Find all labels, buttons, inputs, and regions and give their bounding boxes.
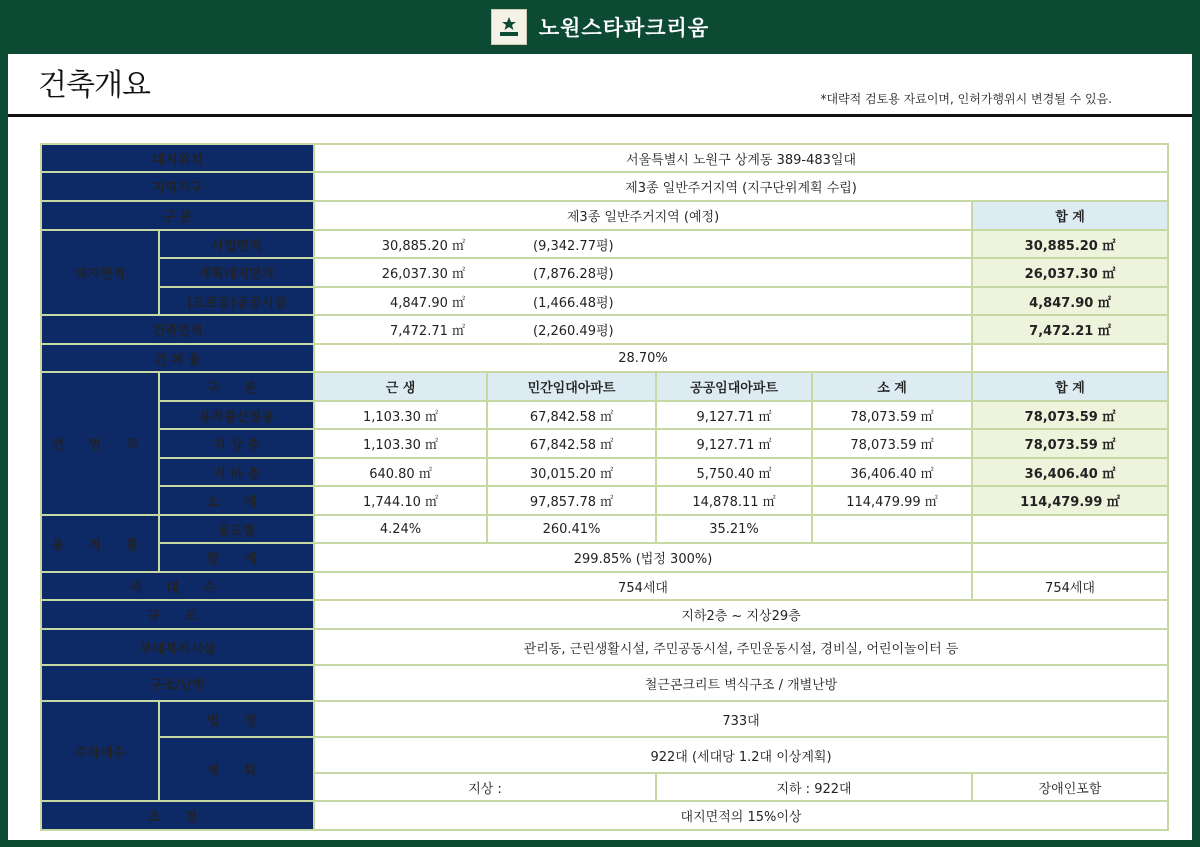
cell-value: 서울특별시 노원구 상계동 389-483일대	[314, 144, 1168, 172]
total-header: 합 계	[972, 201, 1168, 230]
total-cell: 754세대	[972, 572, 1168, 600]
table-row	[41, 287, 1168, 315]
cell-value: 114,479.99 ㎡	[812, 486, 972, 515]
cell-value: 지하 : 922대	[656, 773, 972, 801]
page-title: 건축개요	[38, 68, 150, 103]
cell-value: 28.70%	[314, 344, 972, 372]
row-label: 구 분	[41, 201, 314, 230]
cell-value: 78,073.59 ㎡	[812, 429, 972, 458]
top-banner	[0, 0, 1200, 54]
table-row	[41, 600, 1168, 629]
column-header: 소 계	[812, 372, 972, 401]
row-label: 건축면적	[41, 315, 314, 344]
brand-name: 노원스타파크리움	[538, 16, 710, 40]
row-label: 사업면적	[159, 230, 314, 258]
empty-cell	[972, 543, 1168, 572]
column-header: 공공임대아파트	[656, 372, 812, 401]
column-header: 합 계	[972, 372, 1168, 401]
cell-value: 철근콘크리트 벽식구조 / 개별난방	[314, 665, 1168, 701]
table-row	[41, 372, 1168, 401]
row-label: 대지위치	[41, 144, 314, 172]
table-row	[41, 629, 1168, 665]
total-cell: 4,847.90 ㎡	[972, 287, 1168, 315]
table-row	[41, 172, 1168, 201]
cell-value: 754세대	[314, 572, 972, 600]
table-row	[41, 429, 1168, 458]
cell-value: 장애인포함	[972, 773, 1168, 801]
row-label: 법 정	[159, 701, 314, 737]
cell-value: 14,878.11 ㎡	[656, 486, 812, 515]
cell-value: 9,127.71 ㎡	[656, 401, 812, 429]
table-row	[41, 543, 1168, 572]
total-cell: 26,037.30 ㎡	[972, 258, 1168, 287]
title-divider	[8, 114, 1192, 117]
cell-value: 30,015.20 ㎡	[487, 458, 656, 486]
table-row	[41, 315, 1168, 344]
total-cell: 36,406.40 ㎡	[972, 458, 1168, 486]
cell-value: 지하2층 ~ 지상29층	[314, 600, 1168, 629]
cell-value: 관리동, 근린생활시설, 주민공동시설, 주민운동시설, 경비실, 어린이놀이터 등	[314, 629, 1168, 665]
cell-value: 733대	[314, 701, 1168, 737]
row-label: 합 계	[159, 543, 314, 572]
cell-value: 9,127.71 ㎡	[656, 429, 812, 458]
table-row	[41, 230, 1168, 258]
row-label: 계획대지면적	[159, 258, 314, 287]
cell-value: 대지면적의 15%이상	[314, 801, 1168, 830]
cell-value: 97,857.78 ㎡	[487, 486, 656, 515]
row-label: 건 폐 율	[41, 344, 314, 372]
cell-value: 299.85% (법정 300%)	[314, 543, 972, 572]
table-row	[41, 201, 1168, 230]
group-label: 대지면적	[41, 230, 159, 315]
cell-value: 260.41%	[487, 515, 656, 543]
cell-value: 1,103.30 ㎡	[314, 429, 487, 458]
total-cell: 78,073.59 ㎡	[972, 401, 1168, 429]
cell-value: 26,037.30 ㎡ (7,876.28평)	[314, 258, 972, 287]
table-row	[41, 401, 1168, 429]
disclaimer-note: *대략적 검토용 자료이며, 인허가행위시 변경될 수 있음.	[820, 92, 1112, 106]
total-cell: 30,885.20 ㎡	[972, 230, 1168, 258]
cell-value: 67,842.58 ㎡	[487, 401, 656, 429]
group-label: 연 면 적	[41, 372, 159, 515]
cell-value: 640.80 ㎡	[314, 458, 487, 486]
row-label: 세 대 수	[41, 572, 314, 600]
row-label: 구조/난방	[41, 665, 314, 701]
row-label: 용적률산정용	[159, 401, 314, 429]
cell-value: 제3종 일반주거지역 (지구단위계획 수립)	[314, 172, 1168, 201]
cell-value: 35.21%	[656, 515, 812, 543]
row-label: 규 모	[41, 600, 314, 629]
cell-value: 지상 :	[314, 773, 656, 801]
total-cell: 114,479.99 ㎡	[972, 486, 1168, 515]
row-label: 지 하 층	[159, 458, 314, 486]
brand-logo-icon	[491, 9, 527, 45]
row-label: 지 상 층	[159, 429, 314, 458]
table-row	[41, 515, 1168, 543]
row-label: 소 계	[159, 486, 314, 515]
cell-value: 1,744.10 ㎡	[314, 486, 487, 515]
cell-value: 67,842.58 ㎡	[487, 429, 656, 458]
table-row	[41, 486, 1168, 515]
empty-cell	[972, 344, 1168, 372]
cell-value: 제3종 일반주거지역 (예정)	[314, 201, 972, 230]
table-row	[41, 801, 1168, 830]
row-label: 계 획	[159, 737, 314, 801]
table-row	[41, 458, 1168, 486]
row-label: (도로등)공공시설	[159, 287, 314, 315]
row-label: 지역지구	[41, 172, 314, 201]
cell-value: 1,103.30 ㎡	[314, 401, 487, 429]
table-row	[41, 701, 1168, 737]
total-cell: 7,472.21 ㎡	[972, 315, 1168, 344]
table-row	[41, 144, 1168, 172]
cell-value: 36,406.40 ㎡	[812, 458, 972, 486]
cell-value: 4.24%	[314, 515, 487, 543]
cell-value: 7,472.71 ㎡ (2,260.49평)	[314, 315, 972, 344]
row-label: 조 경	[41, 801, 314, 830]
row-label: 부대복리시설	[41, 629, 314, 665]
column-header: 민간임대아파트	[487, 372, 656, 401]
table-row	[41, 737, 1168, 773]
empty-cell	[812, 515, 972, 543]
group-label: 주차대수	[41, 701, 159, 801]
row-label: 용도별	[159, 515, 314, 543]
table-row	[41, 665, 1168, 701]
table-row	[41, 572, 1168, 600]
total-cell: 78,073.59 ㎡	[972, 429, 1168, 458]
cell-value: 4,847.90 ㎡ (1,466.48평)	[314, 287, 972, 315]
cell-value: 922대 (세대당 1.2대 이상계획)	[314, 737, 1168, 773]
cell-value: 30,885.20 ㎡ (9,342.77평)	[314, 230, 972, 258]
cell-value: 78,073.59 ㎡	[812, 401, 972, 429]
cell-value: 5,750.40 ㎡	[656, 458, 812, 486]
column-header: 근 생	[314, 372, 487, 401]
table-row	[41, 344, 1168, 372]
column-header: 구 분	[159, 372, 314, 401]
group-label: 용 적 률	[41, 515, 159, 572]
spec-table	[40, 143, 1169, 831]
table-row	[41, 258, 1168, 287]
empty-cell	[972, 515, 1168, 543]
content-panel	[8, 54, 1192, 840]
